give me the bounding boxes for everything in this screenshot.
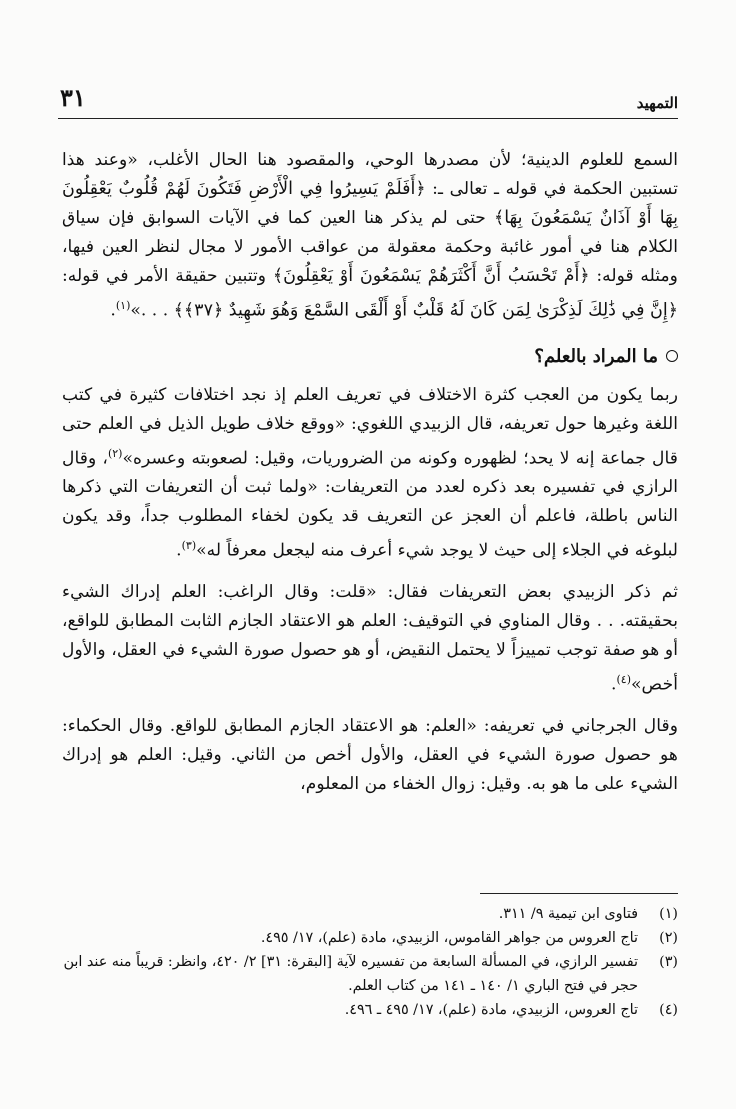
footnote-number: (٤) bbox=[659, 1002, 678, 1018]
page-header bbox=[60, 83, 678, 112]
footnote-rule bbox=[480, 893, 678, 894]
footnote-text: تفسير الرازي، في المسألة السابعة من تفسيره لآية [البقرة: ٣١] ٢/ ٤٢٠، وانظر: قريباً منه عند ابن حجر في فتح الباري ١/ ١٤٠ ـ ١٤١ من كتاب العلم. bbox=[63, 954, 638, 994]
footnote-number: (٣) bbox=[659, 954, 678, 970]
footnote-1 bbox=[60, 902, 678, 926]
header-rule bbox=[58, 118, 678, 119]
footnote-ref-1: (١) bbox=[115, 299, 131, 312]
paragraph-2-end: . bbox=[176, 541, 182, 562]
footnote-number: (١) bbox=[659, 906, 678, 922]
paragraph-1-text-2: حتى لم يذكر هنا العين كما في الآيات السوابق فإن سياق الكلام هنا في أمور غائبة وحكمة معقولة من عواقب الأمور لا مجال لنظر العين فيها، ومثله قوله: bbox=[62, 208, 678, 286]
paragraph-1-text-1: السمع للعلوم الدينية؛ لأن مصدرها الوحي، والمقصود هنا الحال الأغلب، «وعند هذا تستبين الحكمة في قوله ـ تعالى ـ: bbox=[62, 150, 678, 199]
circle-bullet-icon bbox=[666, 350, 678, 362]
paragraph-2 bbox=[62, 381, 678, 566]
paragraph-4-text: وقال الجرجاني في تعريفه: «العلم: هو الاعتقاد الجازم المطابق للواقع. وقال الحكماء: هو حصول صورة الشيء في العقل، والأول أخص من الثاني. وقيل: العلم هو إدراك الشيء على ما هو به. وقيل: زوال الخفاء من المعلوم، bbox=[62, 715, 678, 794]
footnote-4 bbox=[60, 998, 678, 1022]
footnote-2 bbox=[60, 926, 678, 950]
paragraph-1 bbox=[62, 146, 678, 326]
footnote-ref-2: (٢) bbox=[107, 446, 123, 460]
paragraph-2-text-2: ، وقال الرازي في تفسيره بعد ذكره لعدد من التعريفات: «ولما ثبت أن التعريفات التي ذكرها الناس باطلة، فاعلم أن العجز عن التعريف قد يكون لخفاء المطلوب جداً، وقد يكون لبلوغه في الجلاء إلى حيث لا يوجد شيء أعرف منه ليجعل معرفاً له» bbox=[62, 448, 678, 562]
quran-verse-3: ﴿إِنَّ فِي ذَٰلِكَ لَذِكْرَىٰ لِمَن كَانَ لَهُ قَلْبٌ أَوْ أَلْقَى السَّمْعَ وَهُوَ شَهِيدٌ ﴿٣٧﴾﴾ bbox=[173, 300, 678, 321]
footnote-number: (٢) bbox=[659, 930, 678, 946]
paragraph-3 bbox=[62, 578, 678, 700]
paragraph-1-end: . bbox=[110, 300, 116, 321]
paragraph-1-text-4: . . .» bbox=[130, 300, 174, 321]
paragraph-4 bbox=[62, 712, 678, 799]
section-heading-text: ما المراد بالعلم؟ bbox=[534, 345, 658, 367]
main-text bbox=[62, 146, 678, 799]
paragraph-1-text-3: وتتبين حقيقة الأمر في قوله: bbox=[62, 266, 273, 286]
section-heading bbox=[62, 342, 678, 371]
quran-verse-1: ﴿أَفَلَمْ يَسِيرُوا فِي الْأَرْضِ فَتَكُونَ لَهُمْ قُلُوبٌ يَعْقِلُونَ بِهَا أَوْ آذَانٌ يَسْمَعُونَ بِهَا﴾ bbox=[62, 179, 678, 228]
footnote-ref-3: (٣) bbox=[181, 539, 197, 553]
chapter-title: التمهيد bbox=[636, 94, 678, 112]
footnote-text: فتاوى ابن تيمية ٩/ ٣١١. bbox=[498, 906, 638, 922]
paragraph-3-text: ثم ذكر الزبيدي بعض التعريفات فقال: «قلت: وقال الراغب: العلم إدراك الشيء بحقيقته. . . وقال المناوي في التوقيف: العلم هو الاعتقاد الجازم الثابت المطابق للواقع، أو هو صفة توجب تمييزاً لا يحتمل النقيض، أو هو حصول صورة الشيء في العقل، والأول أخص» bbox=[62, 582, 678, 695]
footnote-text: تاج العروس من جواهر القاموس، الزبيدي، مادة (علم)، ١٧/ ٤٩٥. bbox=[260, 930, 638, 946]
page-number: ٣١ bbox=[60, 83, 86, 112]
footnote-ref-4: (٤) bbox=[616, 673, 632, 687]
footnote-text: تاج العروس، الزبيدي، مادة (علم)، ١٧/ ٤٩٥ ـ ٤٩٦. bbox=[344, 1002, 638, 1018]
paragraph-2-text-1: ربما يكون من العجب كثرة الاختلاف في تعريف العلم إذ نجد اختلافات كثيرة في كتب اللغة وغيرها حول تعريفه، قال الزبيدي اللغوي: «ووقع خلاف طويل الذيل في العلم حتى قال جماعة إنه لا يحد؛ لظهوره وكونه من الضروريات، وقيل: لصعوبته وعسره» bbox=[62, 384, 678, 469]
footnote-3 bbox=[60, 950, 678, 998]
quran-verse-2: ﴿أَمْ تَحْسَبُ أَنَّ أَكْثَرَهُمْ يَسْمَعُونَ أَوْ يَعْقِلُونَ﴾ bbox=[272, 266, 590, 286]
footnotes bbox=[60, 902, 678, 1022]
paragraph-3-end: . bbox=[611, 674, 617, 695]
